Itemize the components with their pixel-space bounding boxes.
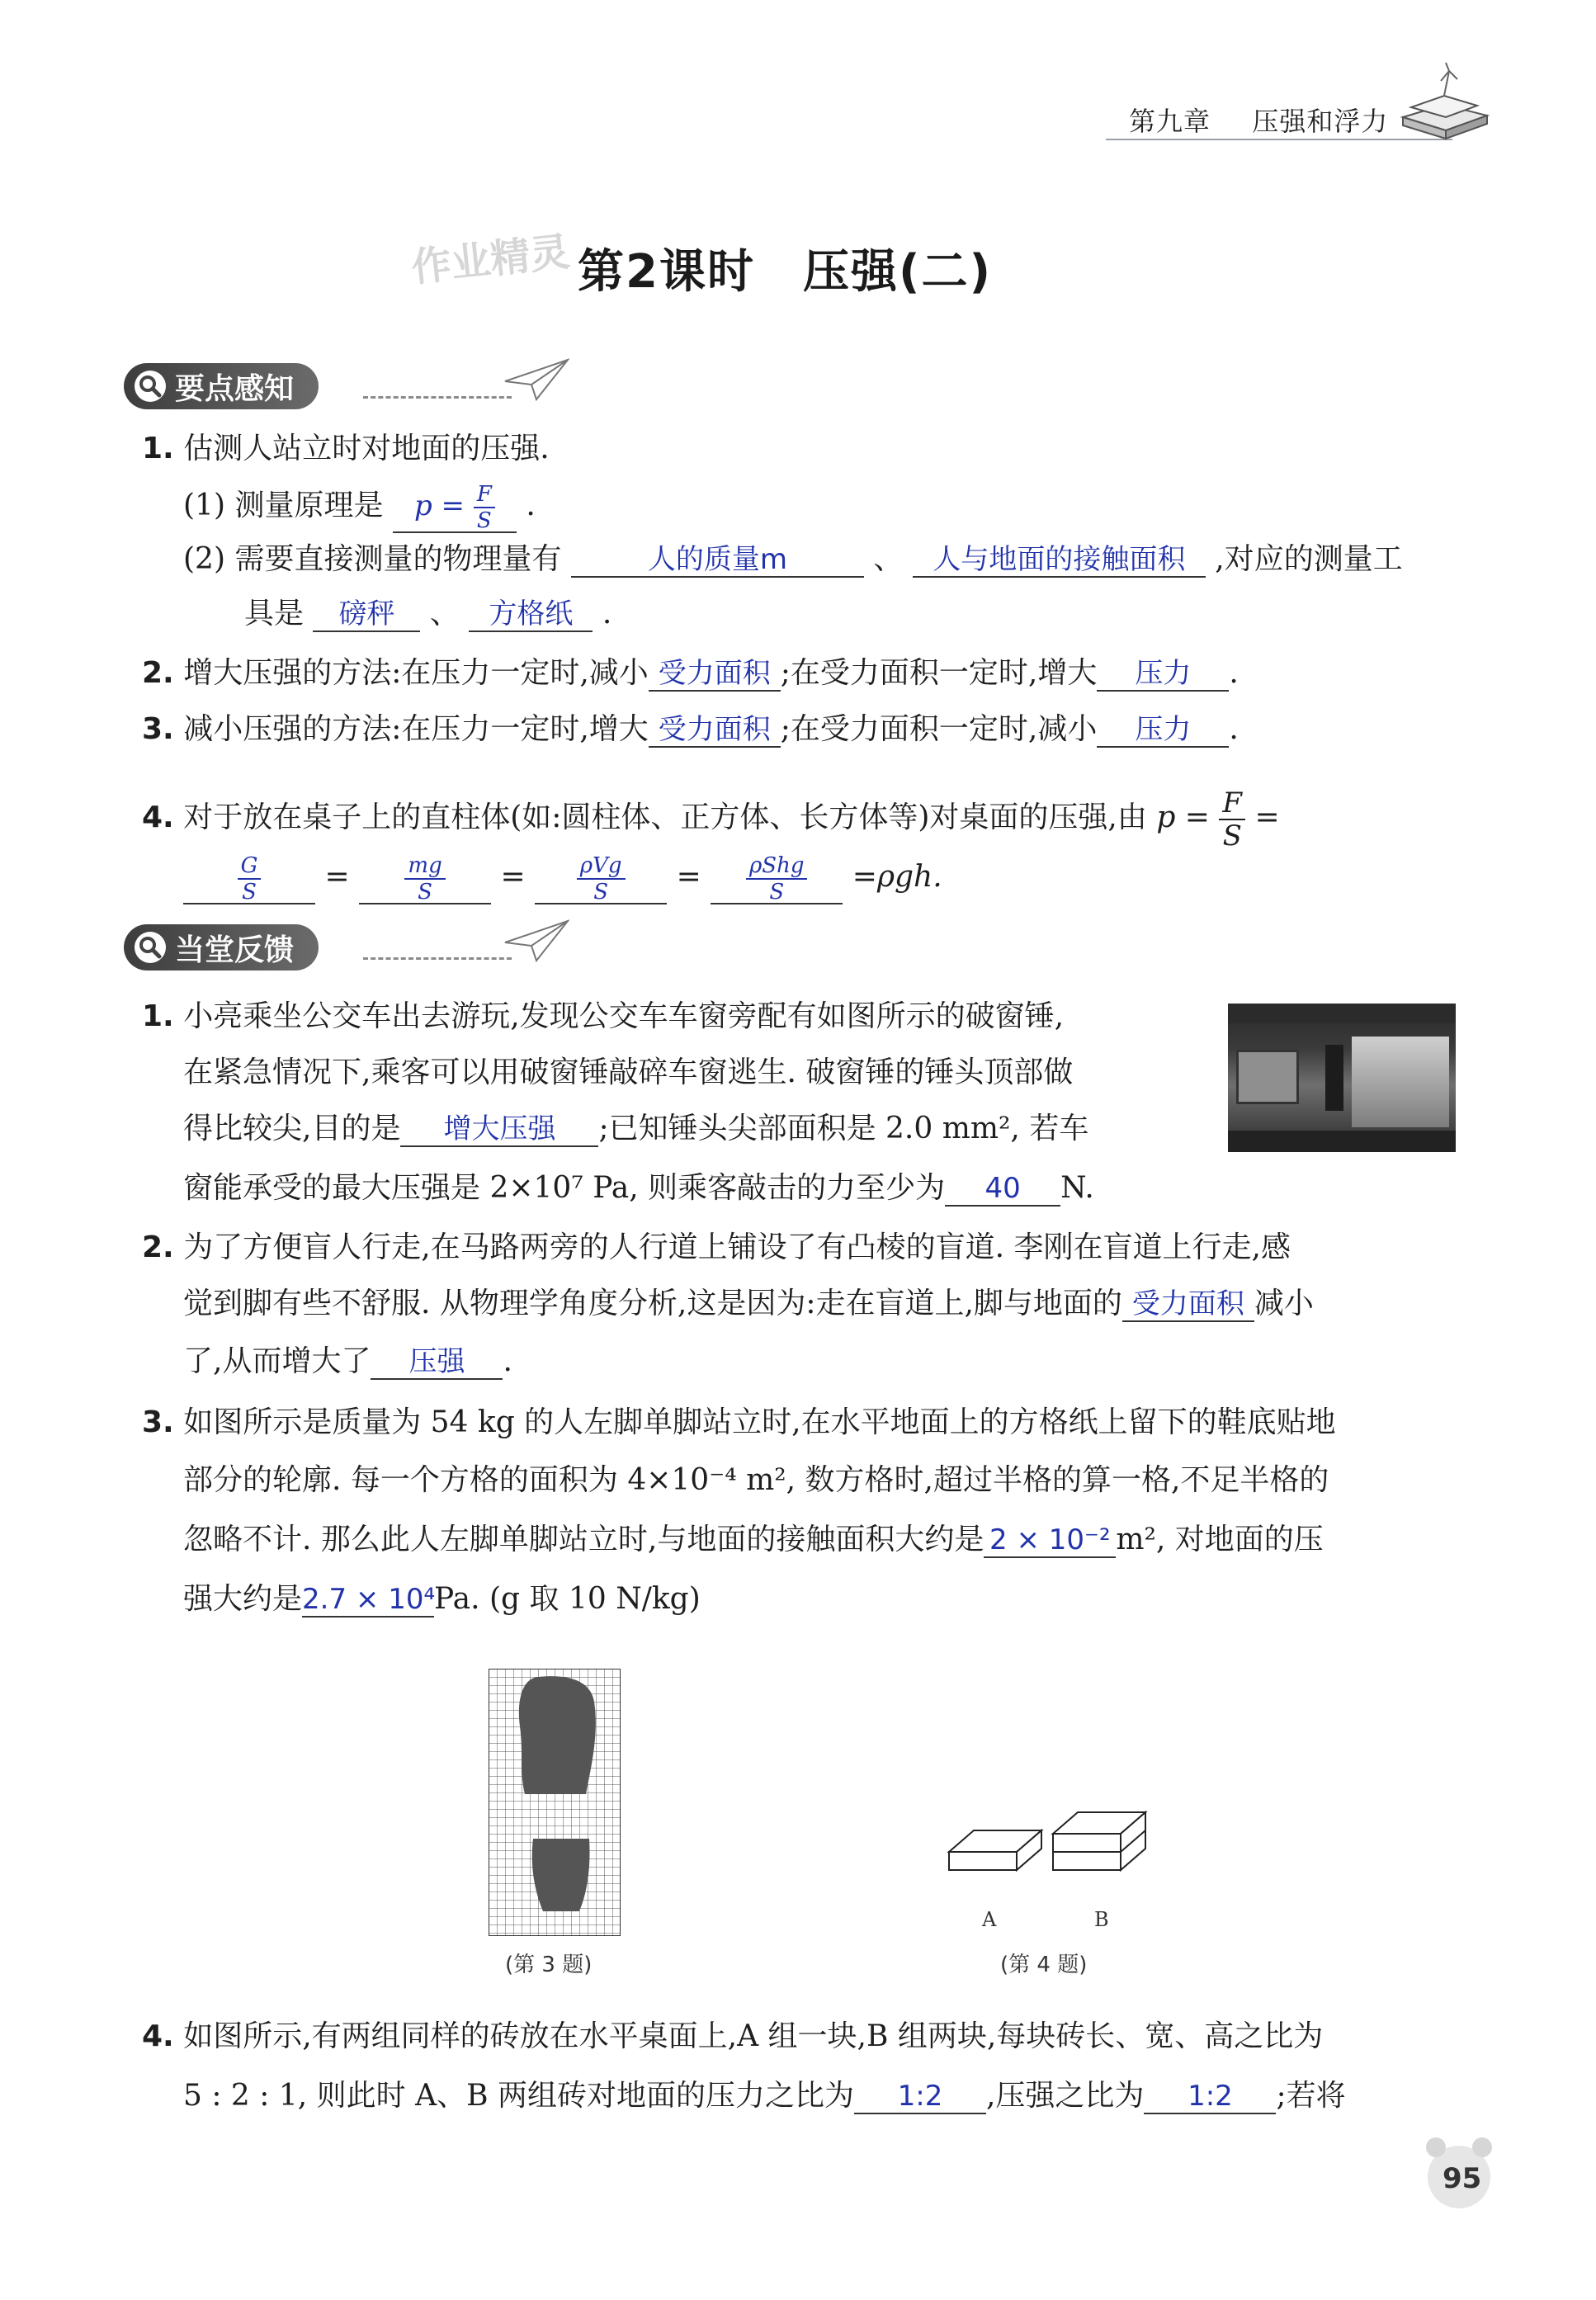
section-divider bbox=[363, 396, 512, 399]
kp-q1-2-sep: 、 bbox=[873, 542, 904, 576]
fb-q3-text-2: 部分的轮廓. 每一个方格的面积为 4×10⁻⁴ m², 数方格时,超过半格的算一格,不足半格的 bbox=[183, 1463, 1329, 1497]
fb-q3-l4-prefix: 强大约是 bbox=[183, 1582, 303, 1616]
fb-q4-text-1: 如图所示,有两组同样的砖放在水平桌面上,A 组一块,B 组两块,每块砖长、宽、高之比为 bbox=[183, 2019, 1324, 2053]
fb-q3-l3-prefix: 忽略不计. 那么此人左脚单脚站立时,与地面的接触面积大约是 bbox=[183, 1523, 985, 1556]
principle-lhs: p = bbox=[413, 489, 465, 522]
pressure-answer: 2.7 × 10⁴ bbox=[302, 1583, 436, 1616]
bus-window-hammer-photo bbox=[1228, 1004, 1456, 1152]
eq-2: = bbox=[500, 860, 526, 894]
kp-q1-1 bbox=[183, 484, 536, 533]
derivation-answer-1 bbox=[183, 855, 315, 904]
kp-q1-text: 估测人站立时对地面的压强. bbox=[183, 432, 550, 465]
kp-q2-num: 2. bbox=[142, 656, 174, 690]
paper-plane-icon bbox=[503, 357, 569, 403]
fb-q1-l2 bbox=[183, 1053, 1073, 1093]
brick-b-lower-front bbox=[1053, 1852, 1121, 1870]
kp-q1-2b bbox=[244, 594, 611, 634]
blind-road-answer-1: 受力面积 bbox=[1122, 1287, 1254, 1322]
kp-q4-p: p = bbox=[1156, 801, 1210, 834]
fb-q3-l1 bbox=[142, 1403, 1336, 1443]
brick-a-label: A bbox=[982, 1908, 997, 1931]
increase-answer-1: 受力面积 bbox=[649, 657, 781, 692]
chapter-label: 第九章 bbox=[1129, 106, 1211, 137]
fb-q3-num: 3. bbox=[142, 1405, 174, 1439]
fb-q4-num: 4. bbox=[142, 2019, 174, 2053]
principle-answer bbox=[393, 484, 517, 533]
derivation-end: =ρgh. bbox=[852, 860, 942, 894]
fb-q1-l3 bbox=[183, 1109, 1088, 1149]
kp-q1 bbox=[142, 429, 550, 469]
d2-num: mg bbox=[408, 853, 442, 878]
d1-num: G bbox=[240, 853, 258, 878]
kp-q1-2-suffix: ,对应的测量工 bbox=[1215, 542, 1403, 576]
principle-num: F bbox=[476, 482, 492, 507]
fb-q1-l3-prefix: 得比较尖,目的是 bbox=[183, 1112, 401, 1145]
d3-num: ρVg bbox=[579, 853, 622, 878]
kp-q4 bbox=[142, 786, 1280, 852]
fb-q3-l4-suffix: Pa. (g 取 10 N/kg) bbox=[434, 1582, 701, 1616]
force-answer: 40 bbox=[945, 1172, 1060, 1207]
kp-q1-2b-prefix: 具是 bbox=[244, 597, 305, 630]
fb-q2-l1 bbox=[142, 1228, 1291, 1268]
magnifier-icon bbox=[134, 931, 167, 964]
fb-q3-l4 bbox=[183, 1580, 701, 1619]
fb-q4-l2-prefix: 5 : 2 : 1, 则此时 A、B 两组砖对地面的压力之比为 bbox=[183, 2079, 854, 2113]
fb-q3-l3 bbox=[183, 1520, 1324, 1560]
fb-q1-l4-prefix: 窗能承受的最大压强是 2×10⁷ Pa, 则乘客敲击的力至少为 bbox=[183, 1171, 946, 1205]
kp-q1-2-prefix: (2) 需要直接测量的物理量有 bbox=[183, 542, 562, 576]
fb-q1-l4 bbox=[183, 1169, 1094, 1208]
kp-q4-num-F: F bbox=[1222, 786, 1243, 819]
section-feedback-label: 当堂反馈 bbox=[175, 933, 295, 967]
page-title: 第2课时 压强(二) bbox=[578, 245, 993, 299]
derivation-answer-4 bbox=[711, 855, 843, 904]
fb-q3-l3-suffix: m², 对地面的压 bbox=[1116, 1523, 1324, 1556]
decrease-answer-1: 受力面积 bbox=[649, 713, 781, 748]
pressure-ratio-answer: 1:2 bbox=[1144, 2080, 1276, 2114]
kp-q3-mid: ;在受力面积一定时,减小 bbox=[780, 712, 1098, 746]
fb-q1-l4-suffix: N. bbox=[1060, 1171, 1094, 1205]
fb-q2-l2-suffix: 减小 bbox=[1254, 1287, 1314, 1320]
kp-q4b bbox=[183, 855, 942, 904]
magnifier-icon bbox=[134, 370, 167, 403]
kp-q1-2b-sep: 、 bbox=[429, 597, 460, 630]
kp-q1-1-suffix: . bbox=[526, 489, 536, 522]
kp-q2-mid: ;在受力面积一定时,增大 bbox=[780, 656, 1098, 690]
kp-q1-2 bbox=[183, 540, 1403, 579]
hammer-purpose-answer: 增大压强 bbox=[400, 1112, 598, 1147]
d1-den: S bbox=[242, 880, 257, 904]
brick-a-front bbox=[949, 1852, 1017, 1870]
d4-num: ρShg bbox=[748, 853, 805, 878]
blind-road-answer-2: 压强 bbox=[371, 1345, 503, 1380]
kp-q4-fraction bbox=[1219, 786, 1245, 852]
section-key-points bbox=[124, 363, 319, 409]
increase-answer-2: 压力 bbox=[1097, 657, 1229, 692]
fb-q1-num: 1. bbox=[142, 999, 174, 1033]
kp-q3 bbox=[142, 710, 1239, 749]
fb-q4-l2-mid: ,压强之比为 bbox=[985, 2079, 1145, 2113]
section-divider bbox=[363, 957, 512, 960]
derivation-answer-2 bbox=[359, 855, 491, 904]
section-feedback bbox=[124, 924, 319, 971]
principle-den: S bbox=[476, 508, 492, 533]
quantity-answer-2: 人与地面的接触面积 bbox=[913, 543, 1206, 578]
brick-b-upper-front bbox=[1053, 1834, 1121, 1852]
fb-q2-num: 2. bbox=[142, 1230, 174, 1264]
d3-den: S bbox=[593, 880, 609, 904]
eq-1: = bbox=[324, 860, 350, 894]
kp-q3-num: 3. bbox=[142, 712, 174, 746]
kp-q3-suffix: . bbox=[1229, 712, 1239, 746]
tool-answer-2: 方格纸 bbox=[469, 597, 593, 632]
figure-4-caption: (第 4 题) bbox=[1000, 1953, 1088, 1977]
kp-q1-2b-suffix: . bbox=[602, 597, 612, 630]
chapter-topic: 压强和浮力 bbox=[1252, 106, 1389, 137]
kp-q3-prefix: 减小压强的方法:在压力一定时,增大 bbox=[183, 712, 649, 746]
kp-q2 bbox=[142, 654, 1239, 693]
fb-q1-text-2: 在紧急情况下,乘客可以用破窗锤敲碎车窗逃生. 破窗锤的锤头顶部做 bbox=[183, 1056, 1074, 1089]
fb-q2-l3-prefix: 了,从而增大了 bbox=[183, 1344, 371, 1378]
books-icon bbox=[1395, 59, 1494, 142]
kp-q4-den-S: S bbox=[1222, 819, 1242, 852]
paper-plane-icon bbox=[503, 918, 569, 964]
force-ratio-answer: 1:2 bbox=[854, 2080, 986, 2114]
fb-q2-l2 bbox=[183, 1284, 1314, 1324]
fb-q3-l2 bbox=[183, 1461, 1329, 1500]
derivation-answer-3 bbox=[535, 855, 667, 904]
watermark: 作业精灵 bbox=[409, 229, 572, 291]
fb-q1-l1 bbox=[142, 997, 1064, 1037]
fb-q2-l3-suffix: . bbox=[503, 1344, 512, 1378]
kp-q4-num: 4. bbox=[142, 801, 174, 834]
decrease-answer-2: 压力 bbox=[1097, 713, 1229, 748]
kp-q4-tail: = bbox=[1254, 801, 1280, 834]
fb-q1-l3-suffix: ;已知锤头尖部面积是 2.0 mm², 若车 bbox=[598, 1112, 1089, 1145]
fb-q4-l2 bbox=[183, 2076, 1346, 2116]
tool-answer-1: 磅秤 bbox=[313, 597, 420, 632]
figure-3-caption: (第 3 题) bbox=[505, 1953, 593, 1977]
chapter-header bbox=[1129, 101, 1388, 139]
contact-area-answer: 2 × 10⁻² bbox=[984, 1523, 1116, 1558]
fb-q2-text-1: 为了方便盲人行走,在马路两旁的人行道上铺设了有凸棱的盲道. 李刚在盲道上行走,感 bbox=[183, 1230, 1291, 1264]
bricks-figure bbox=[941, 1806, 1155, 1896]
brick-b-label: B bbox=[1094, 1908, 1109, 1931]
section-key-points-label: 要点感知 bbox=[175, 371, 295, 406]
fb-q3-text-1: 如图所示是质量为 54 kg 的人左脚单脚站立时,在水平地面上的方格纸上留下的鞋底贴地 bbox=[183, 1405, 1336, 1439]
fb-q2-l2-prefix: 觉到脚有些不舒服. 从物理学角度分析,这是因为:走在盲道上,脚与地面的 bbox=[183, 1287, 1122, 1320]
kp-q2-suffix: . bbox=[1229, 656, 1239, 690]
footprint-grid-figure bbox=[489, 1669, 621, 1936]
fb-q4-l2-suffix: ;若将 bbox=[1276, 2079, 1346, 2113]
d2-den: S bbox=[418, 880, 432, 904]
kp-q1-num: 1. bbox=[142, 432, 174, 465]
eq-3: = bbox=[676, 860, 701, 894]
d4-den: S bbox=[769, 880, 785, 904]
fb-q1-text-1: 小亮乘坐公交车出去游玩,发现公交车车窗旁配有如图所示的破窗锤, bbox=[183, 999, 1065, 1033]
principle-fraction bbox=[474, 484, 495, 531]
kp-q2-prefix: 增大压强的方法:在压力一定时,减小 bbox=[183, 656, 649, 690]
page-number: 95 bbox=[1443, 2162, 1482, 2195]
kp-q4-text: 对于放在桌子上的直柱体(如:圆柱体、正方体、长方体等)对桌面的压强,由 bbox=[183, 801, 1147, 834]
fb-q2-l3 bbox=[183, 1342, 512, 1381]
kp-q1-1-prefix: (1) 测量原理是 bbox=[183, 489, 384, 522]
fb-q4-l1 bbox=[142, 2017, 1323, 2057]
quantity-answer-1: 人的质量m bbox=[571, 543, 864, 578]
